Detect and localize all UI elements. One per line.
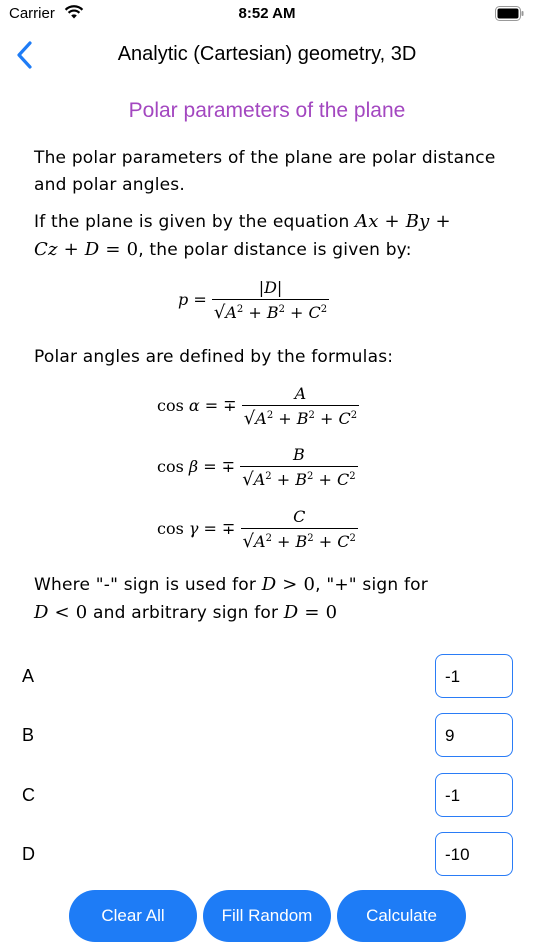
sign-rule-text-1: Where "-" sign is used for xyxy=(34,575,262,595)
input-a[interactable]: -1 xyxy=(435,654,513,698)
clock: 8:52 AM xyxy=(238,5,296,22)
calculate-button[interactable]: Calculate xyxy=(337,890,466,942)
battery-icon xyxy=(495,6,524,21)
cos-alpha-formula: cos α = ∓ $\frac{A}{√A^2 + B^2 + C^2}$ xyxy=(157,384,358,429)
angles-paragraph: Polar angles are defined by the formulas: xyxy=(34,347,394,367)
sign-rule-text-2: , "+" sign for xyxy=(315,575,428,595)
fill-random-button[interactable]: Fill Random xyxy=(203,890,331,942)
plane-equation: Ax xyxy=(355,211,379,232)
equation-suffix: , the polar distance is given by: xyxy=(138,240,412,260)
carrier-label: Carrier xyxy=(9,5,55,22)
polar-distance-formula: p = $\frac{|D|}{√A^2 + B^2 + C^2}$ xyxy=(178,278,328,323)
intro-paragraph: The polar parameters of the plane are polar distance and polar angles. xyxy=(34,148,496,195)
navigation-bar xyxy=(0,30,534,82)
section-title: Polar parameters of the plane xyxy=(128,99,406,122)
equation-paragraph: If the plane is given by the equation Ax + By + Cz + D = 0, the polar distance is given by: xyxy=(34,211,451,260)
sign-rule-text-3: and arbitrary sign for xyxy=(87,603,284,623)
label-a: A xyxy=(22,666,35,686)
label-d: D xyxy=(22,844,35,864)
clear-all-button[interactable]: Clear All xyxy=(69,890,197,942)
label-b: B xyxy=(22,725,35,745)
sign-rule-paragraph: Where "-" sign is used for D > 0, "+" sign for D < 0 and arbitrary sign for D = 0 xyxy=(34,574,428,623)
cos-beta-formula: cos β = ∓ $\frac{B}{√A^2 + B^2 + C^2}$ xyxy=(157,445,356,490)
equation-prefix: If the plane is given by the equation xyxy=(34,212,356,232)
page-title: Analytic (Cartesian) geometry, 3D xyxy=(117,43,417,65)
input-b[interactable]: 9 xyxy=(435,713,513,757)
status-bar xyxy=(0,0,534,30)
input-c[interactable]: -1 xyxy=(435,773,513,817)
label-c: C xyxy=(22,785,35,805)
input-d[interactable]: -10 xyxy=(435,832,513,876)
cos-gamma-formula: cos γ = ∓ $\frac{C}{√A^2 + B^2 + C^2}$ xyxy=(157,507,356,552)
